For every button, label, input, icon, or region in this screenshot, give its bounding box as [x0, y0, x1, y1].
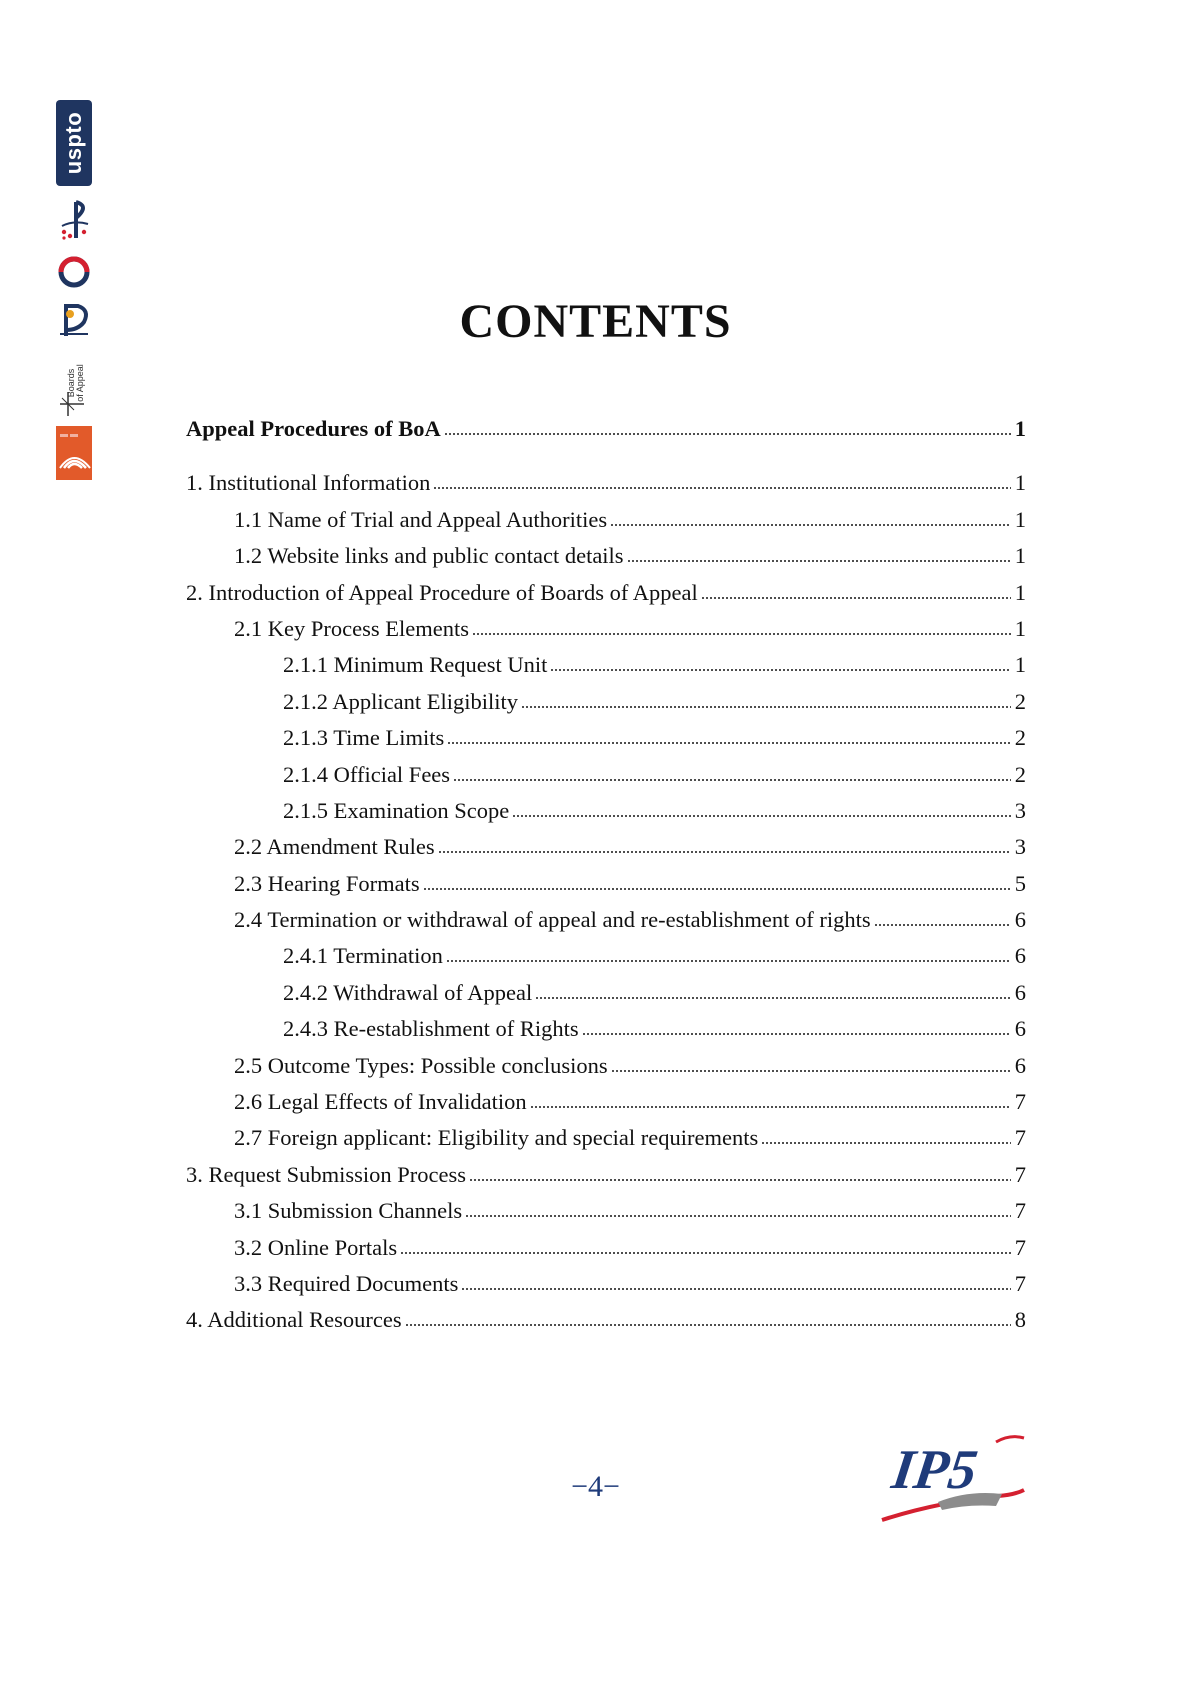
toc-dot-leader [405, 1323, 1011, 1327]
toc-entry[interactable] [186, 834, 1026, 870]
toc-entry-label: 2.4.2 Withdrawal of Appeal [283, 979, 533, 1005]
toc-dot-leader [400, 1251, 1011, 1255]
toc-entry-page: 1 [1014, 615, 1026, 641]
toc-entry-label: 2.1 Key Process Elements [234, 615, 469, 641]
toc-dot-leader [627, 559, 1011, 563]
toc-entry-label: 2.7 Foreign applicant: Eligibility and special requirements [234, 1125, 759, 1151]
toc-entry[interactable] [186, 1235, 1026, 1271]
toc-entry-label: 3.3 Required Documents [234, 1270, 459, 1296]
toc-entry[interactable] [186, 725, 1026, 761]
toc-dot-leader [550, 668, 1010, 672]
toc-dot-leader [465, 1214, 1011, 1218]
toc-entry[interactable] [186, 943, 1026, 979]
toc-dot-leader [423, 887, 1011, 891]
toc-entry-page: 7 [1014, 1089, 1026, 1115]
kipo-logo [56, 252, 92, 292]
toc-entry[interactable] [186, 416, 1026, 452]
toc-entry[interactable] [186, 1125, 1026, 1161]
toc-entry-page: 1 [1014, 506, 1026, 532]
page-number: −4− [571, 1470, 620, 1503]
ip5-logo [878, 1432, 1028, 1524]
toc-entry[interactable] [186, 871, 1026, 907]
toc-entry-label: 2.1.1 Minimum Request Unit [283, 652, 548, 678]
toc-entry-label: Appeal Procedures of BoA [186, 416, 441, 441]
toc-entry[interactable] [186, 798, 1026, 834]
toc-entry-page: 2 [1014, 688, 1026, 714]
toc-dot-leader [453, 778, 1011, 782]
toc-entry-page: 7 [1014, 1125, 1026, 1151]
toc-dot-leader [512, 814, 1011, 818]
toc-entry-page: 1 [1014, 652, 1026, 678]
toc-entry-label: 2.6 Legal Effects of Invalidation [234, 1089, 527, 1115]
toc-entry-page: 7 [1014, 1198, 1026, 1224]
toc-dot-leader [611, 1069, 1011, 1073]
toc-entry[interactable] [186, 689, 1026, 725]
toc-entry[interactable] [186, 980, 1026, 1016]
toc-dot-leader [447, 741, 1010, 745]
epo-logo [56, 426, 92, 480]
toc-entry-page: 1 [1014, 470, 1026, 496]
toc-dot-leader [761, 1141, 1011, 1145]
boards-of-appeal-logo [56, 348, 92, 418]
toc-entry-page: 6 [1014, 979, 1026, 1005]
table-of-contents [186, 416, 1026, 1344]
toc-entry[interactable] [186, 652, 1026, 688]
toc-entry-page: 5 [1014, 870, 1026, 896]
toc-entry-label: 3.1 Submission Channels [234, 1198, 463, 1224]
toc-entry[interactable] [186, 580, 1026, 616]
toc-entry-page: 6 [1014, 943, 1026, 969]
toc-entry-page: 3 [1014, 797, 1026, 823]
toc-entry-page: 6 [1014, 1052, 1026, 1078]
toc-entry[interactable] [186, 507, 1026, 543]
toc-dot-leader [433, 486, 1010, 490]
uspto-logo-text: uspto [61, 111, 86, 175]
toc-entry-label: 1.1 Name of Trial and Appeal Authorities [234, 506, 608, 532]
toc-dot-leader [874, 923, 1011, 927]
toc-entry[interactable] [186, 543, 1026, 579]
toc-entry-page: 6 [1014, 907, 1026, 933]
page-title: CONTENTS [459, 295, 732, 349]
partner-logos-sidebar [56, 100, 92, 480]
cnipa-emblem-icon [56, 198, 92, 242]
toc-entry-label: 2.1.2 Applicant Eligibility [283, 688, 518, 714]
toc-entry-label: 1. Institutional Information [186, 470, 431, 496]
toc-entry-label: 2. Introduction of Appeal Procedure of Boards of Appeal [186, 579, 698, 605]
toc-entry-label: 3. Request Submission Process [186, 1161, 467, 1187]
ip5-logo-text: IP5 [888, 1439, 981, 1501]
toc-entry-page: 8 [1014, 1307, 1026, 1333]
toc-entry-label: 2.2 Amendment Rules [234, 834, 435, 860]
toc-entry[interactable] [186, 1053, 1026, 1089]
toc-entry-page: 1 [1014, 543, 1026, 569]
toc-entry[interactable] [186, 1016, 1026, 1052]
toc-entry-page: 7 [1014, 1270, 1026, 1296]
toc-entry[interactable] [186, 616, 1026, 652]
toc-entry-page: 2 [1014, 725, 1026, 751]
toc-entry-page: 1 [1014, 579, 1026, 605]
toc-dot-leader [535, 996, 1011, 1000]
toc-entry[interactable] [186, 1198, 1026, 1234]
toc-entry[interactable] [186, 762, 1026, 798]
toc-dot-leader [469, 1178, 1011, 1182]
toc-entry-label: 2.4.1 Termination [283, 943, 443, 969]
toc-entry-label: 3.2 Online Portals [234, 1234, 398, 1260]
toc-entry[interactable] [186, 1089, 1026, 1125]
toc-entry-page: 2 [1014, 761, 1026, 787]
toc-dot-leader [446, 959, 1011, 963]
toc-entry-label: 2.1.5 Examination Scope [283, 797, 510, 823]
toc-dot-leader [530, 1105, 1011, 1109]
toc-dot-leader [461, 1287, 1010, 1291]
toc-entry-label: 1.2 Website links and public contact details [234, 543, 624, 569]
cnipa-logo [56, 198, 92, 242]
toc-entry-label: 2.4 Termination or withdrawal of appeal and re-establishment of rights [234, 907, 871, 933]
toc-dot-leader [444, 432, 1011, 436]
toc-entry-page: 3 [1014, 834, 1026, 860]
toc-entry-label: 2.1.4 Official Fees [283, 761, 451, 787]
toc-entry-page: 7 [1014, 1234, 1026, 1260]
toc-dot-leader [610, 523, 1011, 527]
toc-dot-leader [521, 705, 1011, 709]
toc-entry[interactable] [186, 907, 1026, 943]
toc-entry-label: 2.4.3 Re-establishment of Rights [283, 1016, 579, 1042]
toc-entry[interactable] [186, 1307, 1026, 1343]
kipo-taegeuk-icon [56, 252, 92, 292]
toc-entry[interactable] [186, 1271, 1026, 1307]
toc-dot-leader [582, 1032, 1011, 1036]
toc-entry-page: 1 [1014, 416, 1026, 441]
toc-dot-leader [701, 596, 1011, 600]
toc-dot-leader [472, 632, 1011, 636]
toc-entry-page: 7 [1014, 1161, 1026, 1187]
epo-emblem-icon [56, 426, 92, 480]
toc-entry-label: 4. Additional Resources [186, 1307, 402, 1333]
toc-entry-label: 2.3 Hearing Formats [234, 870, 420, 896]
uspto-logo [56, 100, 92, 186]
ip5-logo-red-accent [996, 1437, 1024, 1442]
toc-entry[interactable] [186, 470, 1026, 506]
toc-entry-label: 2.5 Outcome Types: Possible conclusions [234, 1052, 608, 1078]
toc-entry-label: 2.1.3 Time Limits [283, 725, 445, 751]
toc-entry-page: 6 [1014, 1016, 1026, 1042]
toc-entry[interactable] [186, 1162, 1026, 1198]
boards-of-appeal-logo-text: Boards of Appeal [66, 364, 85, 402]
toc-dot-leader [438, 850, 1011, 854]
